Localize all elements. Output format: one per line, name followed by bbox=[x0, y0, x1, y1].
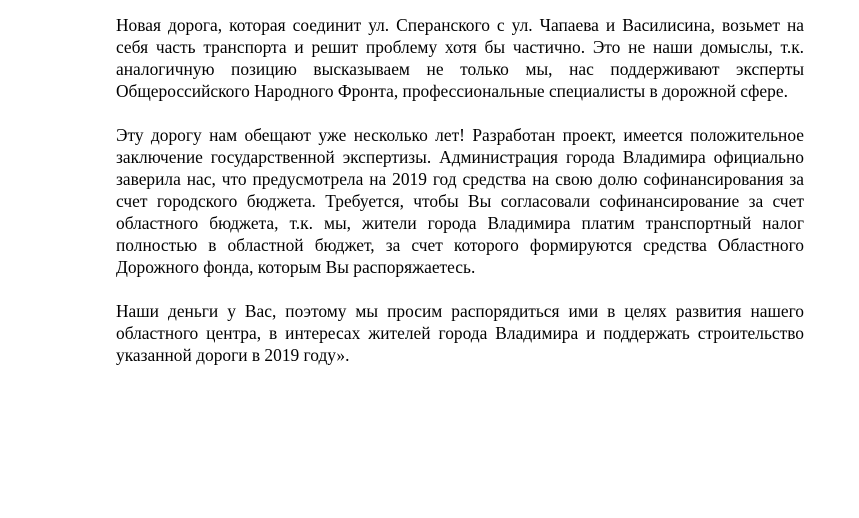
document-body bbox=[116, 14, 804, 388]
paragraph-road-promise: Эту дорогу нам обещают уже несколько лет! Разработан проект, имеется положительное заключение государственной экспертизы. Администрация города Владимира официально заверила нас, что предусмотрела на 2019 год средства на свою долю софинансирования за счет городского бюджета. Требуется, чтобы Вы согласовали софинансирование за счет областного бюджета, т.к. мы, жители города Владимира платим транспортный налог полностью в областной бюджет, за счет которого формируются средства Областного Дорожного фонда, которым Вы распоряжаетесь. bbox=[116, 125, 804, 277]
paragraph-new-road: Новая дорога, которая соединит ул. Сперанского с ул. Чапаева и Василисина, возьмет на себя часть транспорта и решит проблему хотя бы частично. Это не наши домыслы, т.к. аналогичную позицию высказываем не только мы, нас поддерживают эксперты Общероссийского Народного Фронта, профессиональные специалисты в дорожной сфере. bbox=[116, 15, 804, 101]
paragraph-funding-request: Наши деньги у Вас, поэтому мы просим распорядиться ими в целях развития нашего областного центра, в интересах жителей города Владимира и поддержать строительство указанной дороги в 2019 году». bbox=[116, 301, 804, 365]
